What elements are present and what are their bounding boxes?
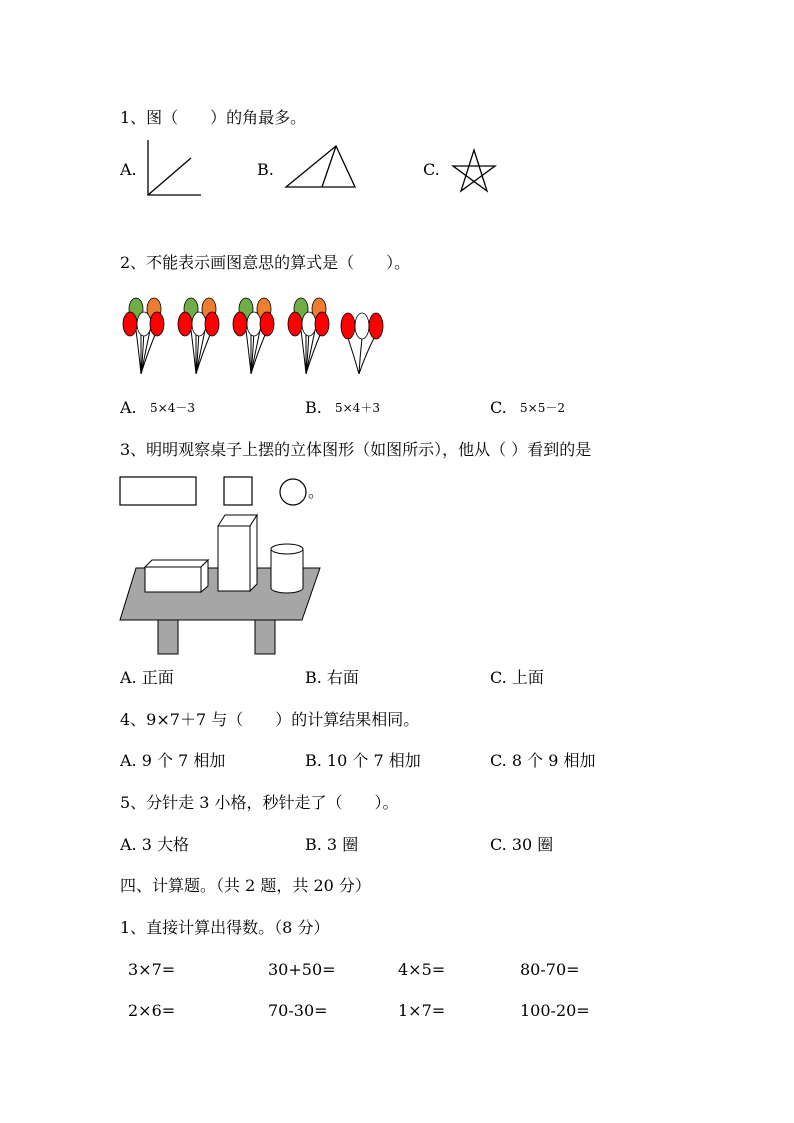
q2-stem: 2、不能表示画图意思的算式是（ ）。: [120, 253, 411, 272]
q5-option-a: A. 3 大格: [120, 835, 189, 854]
q2-option-b-expr: 5×4＋3: [335, 401, 380, 415]
q3-view-shapes: [118, 476, 318, 508]
q2-balloon-bunches: [118, 294, 390, 376]
calc-item: 1×7=: [398, 1001, 446, 1020]
section-4-q1-stem: 1、直接计算出得数。（8 分）: [120, 918, 330, 937]
q4-stem: 4、9×7＋7 与（ ）的计算结果相同。: [120, 710, 420, 729]
q3-option-b: B. 右面: [305, 668, 359, 687]
calc-item: 4×5=: [398, 960, 446, 979]
q3-option-c: C. 上面: [490, 668, 544, 687]
q4-option-a: A. 9 个 7 相加: [120, 751, 226, 770]
q2-option-a-label: A.: [120, 398, 137, 417]
q2-option-c-expr: 5×5－2: [520, 401, 565, 415]
q2-option-b-label: B.: [305, 398, 322, 417]
calc-item: 80-70=: [520, 960, 580, 979]
q1-stem: 1、图（ ）的角最多。: [120, 108, 307, 127]
q4-option-b: B. 10 个 7 相加: [305, 751, 421, 770]
q3-view-suffix: 。: [308, 482, 325, 501]
q3-table-figure: [118, 512, 324, 658]
q5-option-c: C. 30 圈: [490, 835, 554, 854]
q1-figure-triangle: [284, 144, 358, 190]
q1-option-a-label: A.: [120, 160, 137, 179]
q2-option-c-label: C.: [490, 398, 507, 417]
q5-stem: 5、分针走 3 小格，秒针走了（ ）。: [120, 793, 399, 812]
calc-item: 100-20=: [520, 1001, 590, 1020]
q2-option-a-expr: 5×4－3: [150, 401, 195, 415]
q1-option-c-label: C.: [423, 160, 440, 179]
calc-item: 30+50=: [268, 960, 336, 979]
calc-item: 2×6=: [128, 1001, 176, 1020]
q3-option-a: A. 正面: [120, 668, 174, 687]
q1-option-b-label: B.: [257, 160, 274, 179]
q5-option-b: B. 3 圈: [305, 835, 359, 854]
q1-figure-angle: [145, 138, 205, 200]
section-4-heading: 四、计算题。（共 2 题，共 20 分）: [120, 876, 371, 895]
calc-item: 3×7=: [128, 960, 176, 979]
q3-stem: 3、明明观察桌子上摆的立体图形（如图所示），他从（ ）看到的是: [120, 440, 592, 459]
q4-option-c: C. 8 个 9 相加: [490, 751, 596, 770]
q1-figure-star: [450, 148, 498, 194]
calc-item: 70-30=: [268, 1001, 328, 1020]
